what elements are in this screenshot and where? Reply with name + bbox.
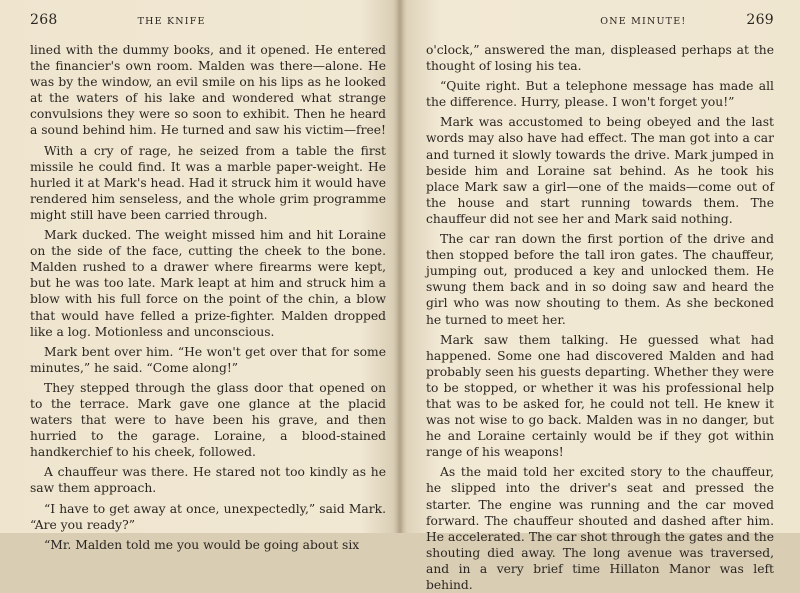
paragraph: The car ran down the first portion of the drive and then stopped before the tall iron gates. The chauffeur, jumping out, produced a key and unlocked them. He swung them back and in so doing saw and heard the girl who was now shouting to them. As she beckoned he turned to meet her. [426, 232, 774, 327]
paragraph: As the maid told her excited story to the chauffeur, he slipped into the driver's seat and pressed the starter. The engine was running and the car moved forward. The chauffeur shouted and dashed after him. He accelerated. The car shot through the gates and the shouting died away. The long avenue was traversed, and in a very brief time Hillaton Manor was left behind. [426, 465, 774, 592]
right-running-title: ONE MINUTE! [600, 16, 687, 27]
right-body-text [426, 42, 774, 593]
left-running-title: THE KNIFE [137, 16, 206, 27]
paragraph: Mark saw them talking. He guessed what had happened. Some one had discovered Malden and had probably seen his guests departing. Whether they were to be stopped, or whether it was his professional help that was to be asked for, he could not tell. He knew it was not wise to go back. Malden was in no danger, but he and Loraine certainly would be if they got within range of his weapons! [426, 332, 774, 460]
right-page [400, 0, 800, 592]
paragraph: With a cry of rage, he seized from a table the first missile he could find. It was a marble paper-weight. He hurled it at Mark's head. Had it struck him it would have rendered him senseless, and the whole grim programme might still have been carried through. [30, 143, 386, 222]
paragraph: Mark was accustomed to being obeyed and the last words may also have had effect. The man got into a car and turned it slowly towards the drive. Mark jumped in beside him and Loraine sat behind. As he took his place Mark saw a girl—one of the maids—come out of the house and start running towards them. The chauffeur did not see her and Mark said nothing. [426, 115, 774, 226]
paragraph: “Quite right. But a telephone message has made all the difference. Hurry, please. I won't forget you!” [426, 79, 774, 110]
left-page-number: 268 [30, 12, 58, 28]
paragraph: Mark bent over him. “He won't get over that for some minutes,” he said. “Come along!” [30, 344, 386, 375]
paragraph: “Mr. Malden told me you would be going about six [44, 537, 360, 552]
right-page-number: 269 [746, 12, 774, 28]
paragraph: They stepped through the glass door that opened on to the terrace. Mark gave one glance at the placid waters that were to have been his grave, and then hurried to the garage. Loraine, a blood-stained handkerchief to his cheek, followed. [30, 380, 386, 460]
paragraph: lined with the dummy books, and it opened. He entered the financier's own room. Malden was there—alone. He was by the window, an evil smile on his lips as he looked at the waters of his lake and wondered what strange convulsions they were so soon to exhibit. Then he heard a sound behind him. He turned and saw his victim—free! [30, 43, 386, 138]
left-running-head [30, 12, 386, 34]
left-page [0, 0, 400, 552]
paragraph: “I have to get away at once, unexpectedly,” said Mark. “Are you ready?” [30, 501, 386, 532]
paragraph: o'clock,” answered the man, displeased perhaps at the thought of losing his tea. [426, 43, 774, 74]
left-body-text [30, 42, 386, 553]
paragraph: A chauffeur was there. He stared not too kindly as he saw them approach. [30, 465, 386, 496]
right-running-head [426, 12, 774, 34]
paragraph: Mark ducked. The weight missed him and hit Loraine on the side of the face, cutting the cheek to the bone. Malden rushed to a drawer where firearms were kept, but he was too late. Mark leapt at him and struck him a blow with his full force on the point of the chin, a blow that would have felled a prize-fighter. Malden dropped like a log. Motionless and unconscious. [30, 228, 386, 339]
